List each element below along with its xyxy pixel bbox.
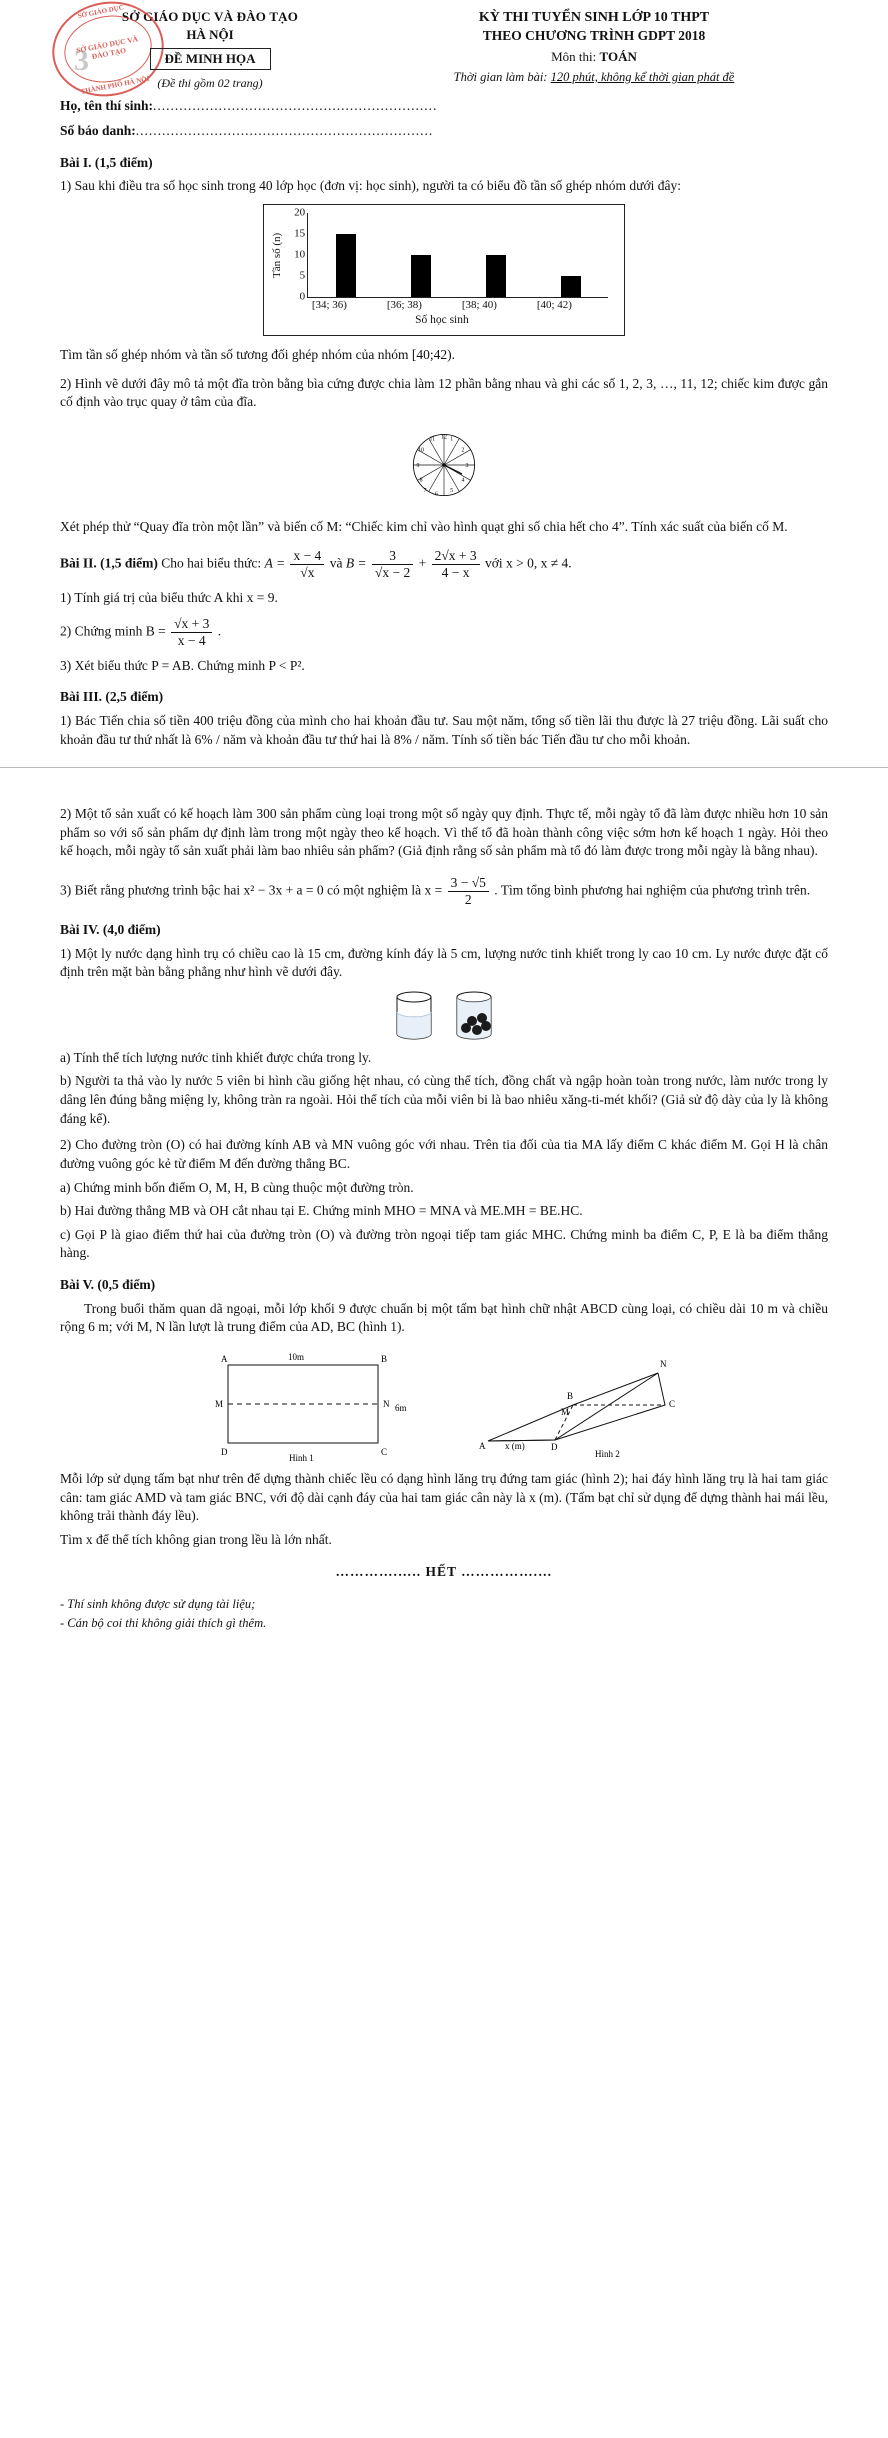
svg-text:B: B — [567, 1390, 574, 1401]
svg-text:2: 2 — [461, 447, 465, 454]
figure-1-rectangle-svg — [183, 1345, 433, 1465]
glass-without-marbles-svg — [388, 988, 440, 1044]
svg-text:10: 10 — [418, 447, 424, 454]
candidate-id-label: Số báo danh: — [60, 122, 136, 138]
exam-title-line-2: THEO CHƯƠNG TRÌNH GDPT 2018 — [482, 28, 706, 44]
expression-B2-denominator: 4 − x — [441, 565, 470, 581]
section-4-question-2: 2) Cho đường tròn (O) có hai đường kính AB và MN vuông góc với nhau. Trên tia đối của tia MA lấy điểm C khác điểm M. Gọi H là chân đường vuông góc kẻ từ điểm M đến đường thẳng BC. — [60, 1137, 828, 1171]
section-2-question-1: 1) Tính giá trị của biểu thức A khi x = 9. — [60, 590, 278, 606]
svg-text:D: D — [551, 1441, 558, 1452]
section-1-question-2: 2) Hình vẽ dưới đây mô tả một đĩa tròn bằng bìa cứng được chia làm 12 phần bằng nhau và ghi các số 1, 2, 3, …, 11, 12; chiếc kim được gắn cố định vào trục quay ở tâm của đĩa. — [60, 375, 828, 410]
cylinder-glasses-figure — [60, 988, 828, 1044]
expression-condition: với x > 0, x ≠ 4. — [484, 555, 572, 571]
document-header — [60, 0, 828, 97]
section-2-q2-fraction — [171, 616, 212, 649]
page-number: 3 — [74, 44, 89, 77]
chart-y-axis-label: Tần số (n) — [270, 232, 283, 278]
chart-y-ticks — [287, 206, 307, 303]
chart-plot-area — [307, 213, 608, 298]
chart-x-tick-labels — [292, 298, 592, 313]
svg-text:4: 4 — [461, 477, 465, 484]
svg-text:M: M — [215, 1398, 224, 1409]
svg-text:11: 11 — [429, 436, 436, 443]
section-4-q2a: a) Chứng minh bốn điểm O, M, H, B cùng thuộc một đường tròn. — [60, 1179, 414, 1195]
section-3-title: Bài III. (2,5 điểm) — [60, 689, 164, 705]
candidate-id-line — [60, 122, 828, 141]
section-3-q3-denominator: 2 — [464, 892, 472, 907]
section-2-q2-numerator: √x + 3 — [171, 616, 212, 633]
svg-text:D: D — [221, 1446, 228, 1457]
x-tick-1: [34; 36) — [311, 298, 347, 311]
expression-B-label: B = — [345, 555, 367, 571]
section-2-question-2 — [60, 616, 828, 649]
y-tick-10: 10 — [294, 248, 306, 261]
section-2-line — [60, 548, 828, 581]
svg-text:C: C — [381, 1446, 388, 1457]
svg-text:7: 7 — [423, 487, 427, 494]
expression-B-fraction-2 — [432, 548, 480, 581]
pages-note: (Đề thi gồm 02 trang) — [157, 75, 263, 90]
section-2-question-3: 3) Xét biểu thức P = AB. Chứng minh P < P². — [60, 657, 305, 673]
section-4-q1a: a) Tính thể tích lượng nước tinh khiết được chứa trong ly. — [60, 1049, 372, 1065]
section-2-q2-denominator: x − 4 — [177, 632, 206, 648]
y-tick-5: 5 — [299, 269, 306, 282]
conjunction-and: và — [329, 555, 346, 571]
page-break-divider — [0, 767, 888, 768]
section-5-paragraph-3: Tìm x để thể tích không gian trong lều là lớn nhất. — [60, 1531, 332, 1547]
subject-value: TOÁN — [599, 48, 637, 64]
candidate-name-line — [60, 97, 828, 116]
chart-bar-4 — [561, 276, 581, 297]
tarpaulin-figures — [60, 1345, 828, 1465]
section-3-q3-fraction — [448, 875, 489, 908]
section-2-intro: Cho hai biểu thức: — [161, 555, 265, 571]
svg-text:3: 3 — [465, 462, 469, 469]
expression-B1-denominator: √x − 2 — [374, 565, 411, 581]
y-tick-0: 0 — [299, 290, 306, 303]
subject-label: Môn thi: — [551, 48, 597, 64]
duration-value: 120 phút, không kể thời gian phát đề — [550, 69, 735, 84]
section-5-title: Bài V. (0,5 điểm) — [60, 1277, 156, 1293]
svg-text:M: M — [561, 1406, 570, 1417]
chart-frame — [263, 204, 625, 336]
end-of-exam-line — [60, 1563, 828, 1582]
svg-text:x (m): x (m) — [505, 1440, 525, 1451]
svg-text:N: N — [660, 1358, 667, 1369]
section-3-question-1: 1) Bác Tiến chia số tiền 400 triệu đồng của mình cho hai khoản đầu tư. Sau một năm, tổng số tiền lãi thu được là 27 triệu đồng. Lãi suất cho khoản đầu tư thứ nhất là 6% / năm và khoản đầu tư thứ hai là 8% / năm. Tính số tiền bác Tiến đầu tư cho mỗi khoản. — [60, 712, 828, 747]
subject-line — [360, 48, 828, 66]
section-1-question-1: 1) Sau khi điều tra số học sinh trong 40 lớp học (đơn vị: học sinh), người ta có biểu đồ tần số ghép nhóm dưới đây: — [60, 178, 681, 194]
expression-B1-numerator: 3 — [372, 548, 413, 565]
section-3-question-2: 2) Một tổ sản xuất có kế hoạch làm 300 sản phẩm cùng loại trong một số ngày quy định. Thực tế, mỗi ngày tổ đã làm được nhiều hơn 10 sản phẩm so với số sản phẩm dự định làm trong một ngày theo kế hoạch. Vì thế tổ đã hoàn thành công việc sớm hơn kế hoạch 1 ngày. Hỏi theo kế hoạch, mỗi ngày tổ sản xuất phải làm bao nhiêu sản phẩm? (Giả định rằng số sản phẩm mà tổ đó làm được trong mỗi ngày là bằng nhau). — [60, 806, 828, 859]
glass-with-marbles-svg — [448, 988, 500, 1044]
svg-text:N: N — [383, 1398, 390, 1409]
x-tick-2: [36; 38) — [386, 298, 422, 311]
y-tick-15: 15 — [294, 227, 306, 240]
svg-text:12: 12 — [441, 434, 447, 441]
section-4-q2c: c) Gọi P là giao điểm thứ hai của đường tròn (O) và đường tròn ngoại tiếp tam giác MHC. Chứng minh ba điểm C, P, E là ba điểm thẳng hàng. — [60, 1226, 828, 1261]
expression-A-fraction — [290, 548, 324, 581]
svg-text:A: A — [221, 1353, 228, 1364]
section-5-paragraph-2: Mỗi lớp sử dụng tấm bạt như trên để dựng thành chiếc lều có dạng hình lăng trụ đứng tam giác (hình 2); hai đáy hình lăng trụ là hai tam giác cân: tam giác AMD và tam giác BNC, với độ dài cạnh đáy của hai tam giác cân này là x (m). (Tấm bạt chỉ sử dụng để dựng thành hai mái lều, không trải thành đáy lều). — [60, 1470, 828, 1524]
svg-text:5: 5 — [450, 487, 454, 494]
section-3-question-3 — [60, 875, 828, 908]
exam-note-1: - Thí sinh không được sử dụng tài liệu; — [60, 1597, 256, 1612]
section-3-q3-tail: . Tìm tổng bình phương hai nghiệm của phương trình trên. — [494, 882, 811, 898]
svg-text:9: 9 — [416, 462, 420, 469]
exam-title-line-1: KỲ THI TUYỂN SINH LỚP 10 THPT — [478, 10, 710, 25]
section-1-title: Bài I. (1,5 điểm) — [60, 154, 153, 170]
candidate-id-dots: .................................................................... — [135, 122, 434, 138]
section-5-paragraph-1: Trong buổi thăm quan dã ngoại, mỗi lớp khối 9 được chuẩn bị một tấm bạt hình chữ nhật ABCD cùng loại, có chiều dài 10 m và chiều rộng 6 m; với M, N lần lượt là trung điểm của AD, BC (hình 1). — [60, 1300, 828, 1335]
expression-A-numerator: x − 4 — [290, 548, 324, 565]
stamp-inner-text: SỞ GIÁO DỤC VÀ ĐÀO TẠO — [59, 8, 158, 90]
section-2-q2-text: 2) Chứng minh B = — [60, 623, 166, 639]
svg-text:Hình 1: Hình 1 — [289, 1452, 314, 1463]
expression-B-fraction-1 — [372, 548, 413, 581]
section-4-q2b: b) Hai đường thẳng MB và OH cắt nhau tại E. Chứng minh MHO = MNA và ME.MH = BE.HC. — [60, 1203, 583, 1219]
header-right — [360, 8, 828, 86]
expression-B2-numerator: 2√x + 3 — [432, 548, 480, 565]
y-tick-20: 20 — [294, 206, 306, 219]
chart-x-axis-label: Số học sinh — [415, 314, 469, 327]
exam-note-2: - Cán bộ coi thi không giải thích gì thêm. — [60, 1616, 267, 1631]
section-4-q1b: b) Người ta thả vào ly nước 5 viên bi hình cầu giống hệt nhau, có cùng thể tích, đồng chất và ngập hoàn toàn trong nước, làm nước trong ly dâng lên đúng bằng miệng ly, không tràn ra ngoài. Hỏi thể tích của mỗi viên bi là bao nhiêu xăng-ti-mét khối? (Giả sử độ dày của ly là không đáng kể). — [60, 1073, 828, 1126]
figure-2-prism-svg — [455, 1345, 705, 1465]
chart-bar-2 — [411, 255, 431, 297]
section-4-title: Bài IV. (4,0 điểm) — [60, 921, 161, 937]
candidate-name-label: Họ, tên thí sinh: — [60, 98, 154, 114]
section-1-after-wheel: Xét phép thử “Quay đĩa tròn một lần” và biến cố M: “Chiếc kim chỉ vào hình quạt ghi số chia hết cho 4”. Tính xác suất của biến cố M. — [60, 518, 788, 534]
section-3-q3-text: 3) Biết rằng phương trình bậc hai x² − 3x + a = 0 có một nghiệm là x = — [60, 882, 443, 898]
svg-text:A: A — [479, 1440, 486, 1451]
end-dots-right: …………….… — [461, 1564, 553, 1580]
chart-bar-3 — [486, 255, 506, 297]
section-4-question-1: 1) Một ly nước dạng hình trụ có chiều cao là 15 cm, đường kính đáy là 5 cm, lượng nước tinh khiết trong ly cao 10 cm. Ly nước được đặt cố định trên mặt bàn bằng phẳng như hình vẽ dưới đây. — [60, 945, 828, 980]
frequency-bar-chart — [60, 204, 828, 336]
spinner-wheel-figure — [60, 420, 828, 510]
svg-text:10m: 10m — [288, 1351, 305, 1362]
duration-line — [360, 69, 828, 86]
expression-A-denominator: √x — [300, 565, 315, 581]
svg-text:B: B — [381, 1353, 388, 1364]
chart-bar-1 — [336, 234, 356, 297]
header-left — [60, 3, 360, 97]
stamp-arc-top: SỞ GIÁO DỤC — [77, 3, 125, 21]
section-1-after-chart: Tìm tần số ghép nhóm và tần số tương đối ghép nhóm của nhóm [40;42). — [60, 346, 456, 362]
section-2-title: Bài II. (1,5 điểm) — [60, 555, 158, 571]
section-2-q2-period: . — [217, 623, 222, 639]
stamp-arc-bottom: THÀNH PHỐ HÀ NỘI — [80, 75, 151, 97]
svg-text:1: 1 — [450, 436, 454, 443]
svg-text:8: 8 — [419, 477, 423, 484]
x-tick-4: [40; 42) — [536, 298, 572, 311]
svg-text:Hình 2: Hình 2 — [595, 1448, 620, 1459]
exam-notes — [60, 1596, 828, 1633]
end-label: HẾT — [425, 1564, 457, 1580]
department-line-1: SỞ GIÁO DỤC VÀ ĐÀO TẠO — [121, 9, 299, 24]
spinner-wheel-svg — [399, 420, 489, 510]
expression-A-label: A = — [264, 555, 286, 571]
svg-text:6m: 6m — [395, 1402, 407, 1413]
plus-sign: + — [418, 555, 427, 571]
department-line-2: HÀ NỘI — [186, 26, 234, 42]
svg-text:6: 6 — [434, 491, 438, 498]
section-3-q3-numerator: 3 − √5 — [448, 875, 489, 892]
x-tick-3: [38; 40) — [461, 298, 497, 311]
end-dots-left: ………….….. — [335, 1564, 422, 1580]
candidate-name-dots: ................................................................. — [153, 98, 438, 114]
duration-label: Thời gian làm bài: — [453, 69, 548, 84]
exam-type-box: ĐỀ MINH HỌA — [150, 48, 271, 70]
svg-text:C: C — [669, 1398, 676, 1409]
